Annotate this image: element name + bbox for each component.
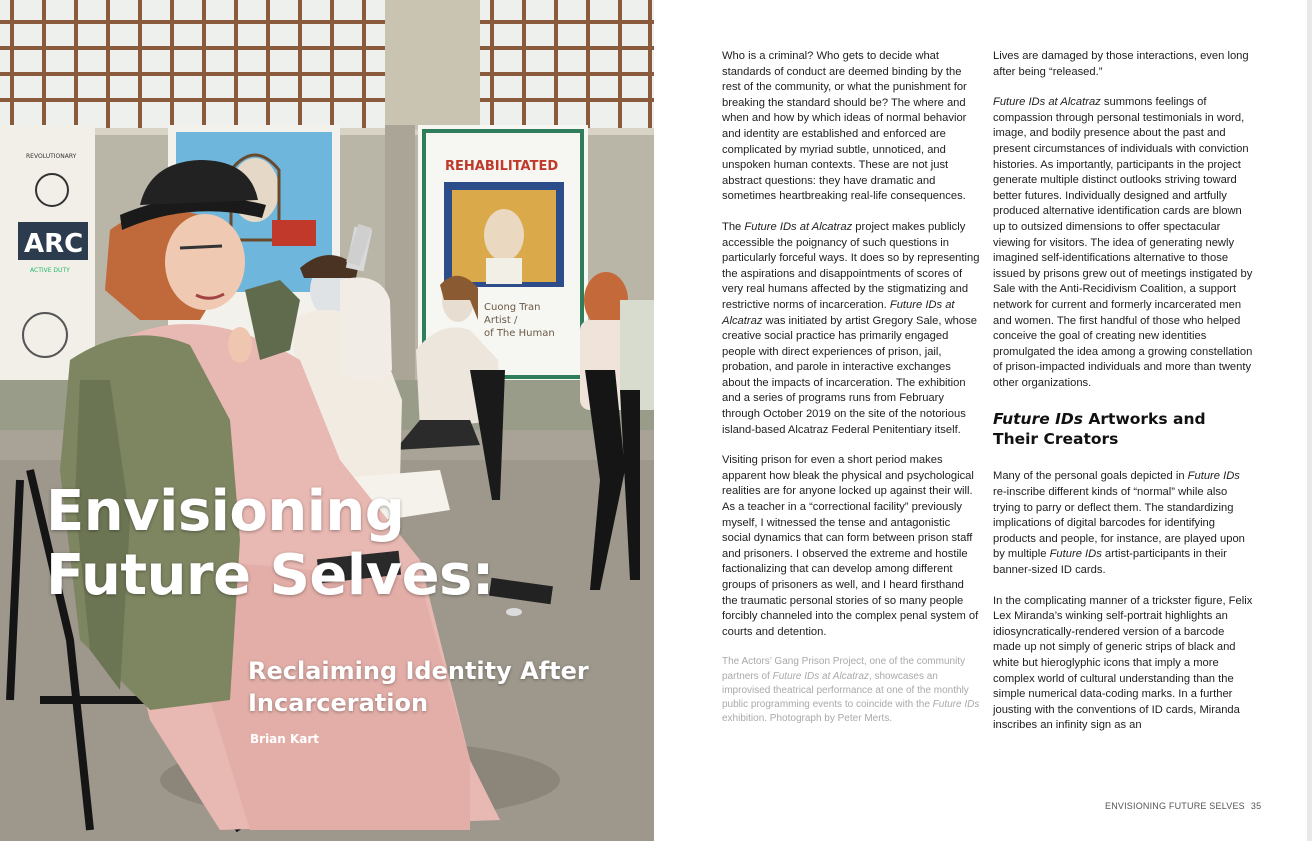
- caption-text-run: , showcases an improvised theatrical performance at one of the monthly public programming events to coincide with the: [722, 670, 969, 710]
- italic-title: Future IDs: [1049, 548, 1102, 561]
- text-column-right: [993, 49, 1253, 749]
- banner-active-duty-text: ACTIVE DUTY: [30, 267, 70, 274]
- text-run: The: [722, 220, 745, 233]
- banner-arc-card: [0, 125, 95, 380]
- italic-title: Future IDs: [1187, 470, 1240, 483]
- article-subtitle-line-2: Incarceration: [248, 689, 429, 717]
- text-run: Many of the personal goals depicted in: [993, 470, 1188, 483]
- text-column-left: [722, 49, 980, 741]
- text-run: project makes publicly accessible the poignancy of such questions in particularly forceful ways. It does so by representing the aspirations and disappointments of scores of very real humans affected by the stigmatizing and restrictive norms of incarceration.: [722, 220, 980, 311]
- caption-text-run: The Actors’ Gang Prison Project, one of the community partners of: [722, 656, 966, 682]
- text-run: artist-participants in their banner-sized ID cards.: [993, 548, 1227, 577]
- cover-photograph: [0, 0, 654, 841]
- paragraph-personal-goals: [993, 469, 1253, 578]
- photo-caption: [722, 655, 980, 726]
- barred-window-right: [480, 0, 654, 128]
- page-footer: [1105, 801, 1261, 811]
- page-edge: [1307, 0, 1312, 841]
- caption-italic: Future IDs: [932, 698, 980, 710]
- paragraph-compassion: [993, 95, 1253, 391]
- caption-italic: Future IDs at Alcatraz: [772, 670, 869, 682]
- text-run: re-inscribe different kinds of “normal” while also trying to parry or deflect them. The standardizing implications of digital barcodes for identifying products and people, for instance, are played upon by multiple: [993, 486, 1245, 561]
- banner-arc-text: ARC: [24, 229, 84, 259]
- banner-of-text: of The Human: [484, 328, 555, 339]
- barred-window-left: [0, 0, 385, 128]
- banner-rehabilitated-title: REHABILITATED: [445, 159, 559, 174]
- section-heading-text: Artworks and Their Creators: [993, 410, 1206, 449]
- article-title-line-2: Future Selves:: [46, 543, 494, 608]
- banner-revolutionary-text: REVOLUTIONARY: [26, 153, 77, 160]
- section-heading-italic: Future IDs: [993, 410, 1083, 429]
- article-author: Brian Kart: [250, 732, 320, 746]
- caption-text-run: exhibition. Photograph by Peter Merts.: [722, 713, 893, 725]
- paragraph-visiting-prison: Visiting prison for even a short period makes apparent how bleak the physical and psychological realities are for anyone locked up against their will. As a teacher in a “correctional facility” previously myself, I witnessed the tense and antagonistic social dynamics that can form between prison staff and prisoners. I observed the extreme and hostile factionalizing that can develop among different groups of prisoners as well, and I heard firsthand the traumatic personal stories of so many people forcibly channeled into the complex penal system of courts and detention.: [722, 454, 979, 638]
- italic-title: Future IDs at Alcatraz: [722, 298, 955, 327]
- italic-title: Future IDs at Alcatraz: [744, 220, 853, 233]
- page-number: 35: [1250, 801, 1262, 811]
- paragraph-opening: Who is a criminal? Who gets to decide what standards of conduct are deemed binding by the rest of the community, or what the punishment for breaking the standard should be? The where and when and how by which ideas of normal behavior and identity are established and enforced are complicated by myriad subtle, unnoticed, and unspoken human contexts. These are not just abstract questions: they have dramatic and sometimes heartbreaking real-life consequences.: [722, 50, 967, 203]
- banner-role-text: Artist /: [484, 315, 518, 326]
- running-head: ENVISIONING FUTURE SELVES: [1105, 801, 1245, 811]
- article-subtitle: [248, 655, 628, 719]
- article-title: [46, 480, 646, 608]
- article-title-line-1: Envisioning: [46, 479, 405, 544]
- banner-name-text: Cuong Tran: [484, 302, 541, 313]
- article-subtitle-line-1: Reclaiming Identity After: [248, 657, 589, 685]
- text-run: summons feelings of compassion through personal testimonials in word, image, and bodily presence about the past and present circumstances of individuals with conviction histories. As importantly, participants in the project generate multiple distinct outlooks striving toward better futures. Individually designed and artfully produced alternative identification cards are blown up to outsized dimensions to offer spectacular viewing for visitors. The idea of generating newly imagined self-identifications alternative to those issued by prisons grew out of meetings instigated by Sale with the Anti-Recidivism Coalition, a support network for current and formerly incarcerated men and women. The first handful of those who helped conceive the goal of creating new identities promulgated the idea among a growing constellation of prison-impacted individuals and more than twenty other organizations.: [993, 96, 1253, 389]
- text-run: was initiated by artist Gregory Sale, whose creative social practice has primarily engaged people with direct experiences of prison, jail, probation, and parole in interactive exchanges about the impacts of incarceration. The exhibition and a series of programs runs from February through October 2019 on the site of the notorious island-based Alcatraz Federal Penitentiary itself.: [722, 314, 977, 436]
- paragraph-trickster: In the complicating manner of a trickster figure, Felix Lex Miranda’s winking self-portrait highlights an idiosyncratically-rendered version of a barcode made up not simply of generic strips of black and white but hieroglyphic icons that imply a more complex world of cultural understanding than the simple numerical data-coding marks. In a further jousting with the conventions of ID cards, Miranda inscribes an infinity sign as an: [993, 594, 1253, 732]
- section-heading: [993, 409, 1253, 449]
- paragraph-lives-damaged: Lives are damaged by those interactions, even long after being “released.”: [993, 50, 1249, 78]
- italic-title: Future IDs at Alcatraz: [993, 96, 1101, 109]
- paragraph-project-intro: [722, 220, 980, 438]
